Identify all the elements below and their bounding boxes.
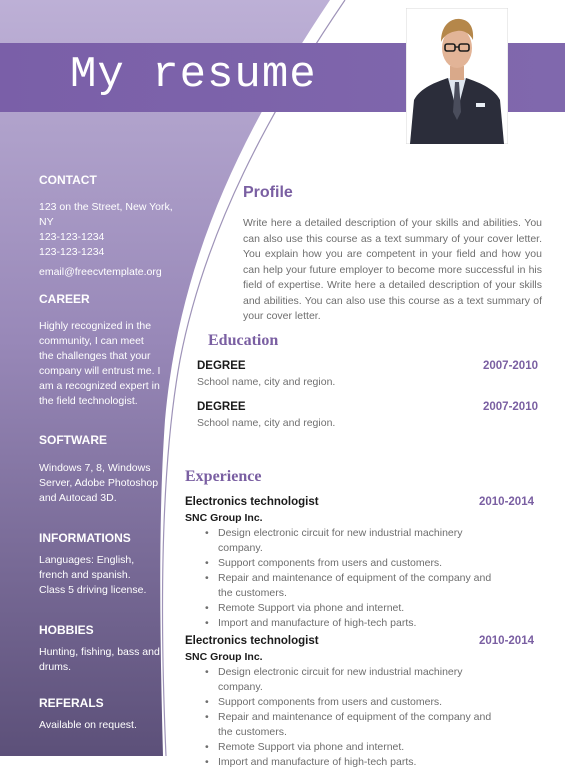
referals-text: Available on request. [39,719,137,731]
experience-company: SNC Group Inc. [185,651,263,663]
bullet-icon: • [205,617,209,629]
list-item: • Import and manufacture of high-tech parts. [205,756,417,768]
list-item: • Support components from users and customers. [205,557,443,569]
bullet-icon: • [205,666,209,678]
experience-bullets [203,526,503,631]
bullet-icon: • [205,602,209,614]
experience-years: 2010-2014 [479,496,534,508]
software-heading: SOFTWARE [39,433,107,447]
education-school: School name, city and region. [197,376,336,388]
experience-job: Electronics technologist [185,635,319,647]
experience-heading: Experience [185,468,262,485]
bullet-icon: • [205,711,209,723]
referals-heading: REFERALS [39,696,104,710]
contact-address: 123 on the Street, New York, NY 123-123-1234 123-123-1234 [39,201,173,258]
profile-photo [406,8,508,144]
experience-bullets [203,665,503,770]
contact-phone: 123-123-1234 [39,231,105,243]
bullet-icon: • [205,572,209,584]
bullet-icon: • [205,756,209,768]
software-text: Windows 7, 8, Windows Server, Adobe Photoshop and Autocad 3D. [39,462,159,504]
experience-company: SNC Group Inc. [185,512,263,524]
contact-phone: 123-123-1234 [39,246,105,258]
profile-text: Write here a detailed description of your skills and abilities. You can also use this course as a text summary of your cover letter. You explain how you are competent in your field and how you can help your future employer to become more successful in his field of expertise. Write here a detailed description of your skills and abilities. You can also use this course as a text summary of your cover letter. [243,217,542,322]
list-item: • Support components from users and customers. [205,696,443,708]
page-title: My resume [70,50,317,100]
list-item: • Design electronic circuit for new industrial machinery company. [205,666,463,693]
education-years: 2007-2010 [483,360,538,372]
career-text: Highly recognized in the community, I can meet the challenges that your company will entrust me. I am a recognized expert in the field technologist. [39,320,161,407]
profile-heading: Profile [243,184,293,201]
bullet-icon: • [205,527,209,539]
bullet-icon: • [205,557,209,569]
list-item: • Remote Support via phone and internet. [205,602,405,614]
career-heading: CAREER [39,292,90,306]
hobbies-heading: HOBBIES [39,623,94,637]
education-years: 2007-2010 [483,401,538,413]
education-school: School name, city and region. [197,417,336,429]
experience-years: 2010-2014 [479,635,534,647]
list-item: • Import and manufacture of high-tech parts. [205,617,417,629]
contact-heading: CONTACT [39,173,97,187]
list-item: • Design electronic circuit for new industrial machinery company. [205,527,463,554]
list-item: • Repair and maintenance of equipment of the company and the customers. [205,711,492,738]
list-item: • Remote Support via phone and internet. [205,741,405,753]
contact-email: email@freecvtemplate.org [39,266,162,278]
experience-job: Electronics technologist [185,496,319,508]
bullet-icon: • [205,741,209,753]
education-heading: Education [208,332,279,349]
hobbies-text: Hunting, fishing, bass and drums. [39,646,160,673]
education-degree: DEGREE [197,360,246,372]
education-degree: DEGREE [197,401,246,413]
bullet-icon: • [205,696,209,708]
informations-text: Languages: English, french and spanish. Class 5 driving license. [39,554,147,596]
informations-heading: INFORMATIONS [39,531,131,545]
list-item: • Repair and maintenance of equipment of the company and the customers. [205,572,492,599]
